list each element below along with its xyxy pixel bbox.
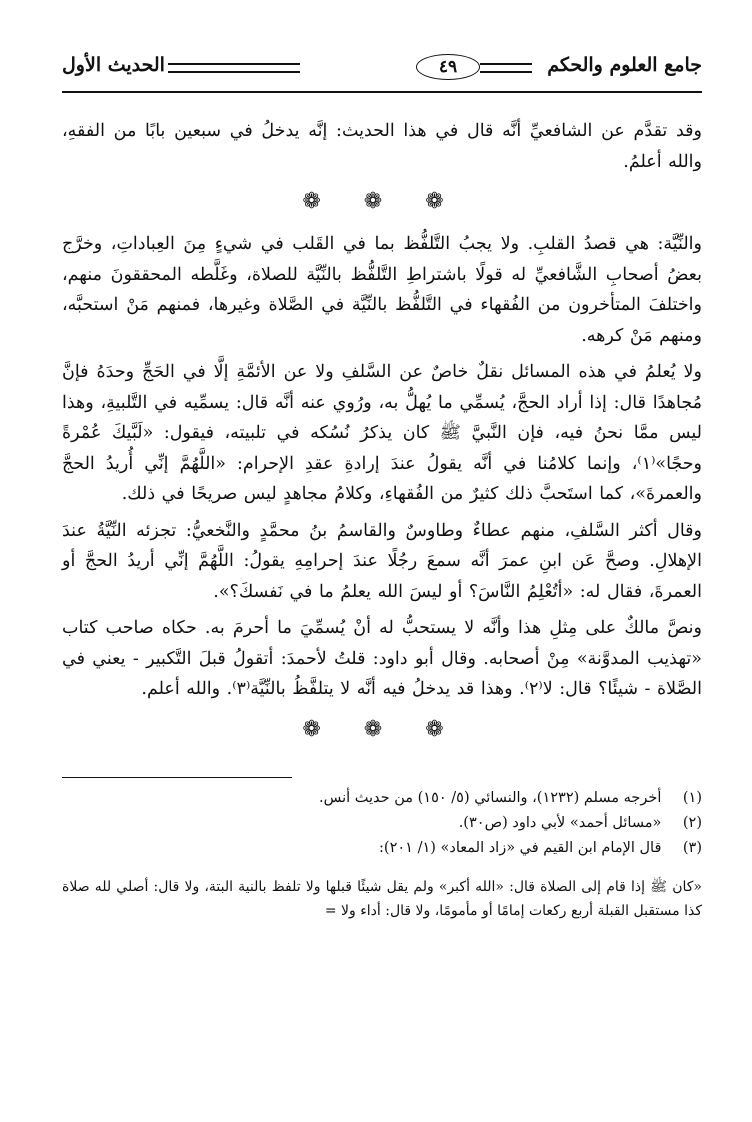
page-header	[62, 48, 702, 94]
header-double-rule	[480, 63, 532, 73]
footnote	[62, 786, 702, 811]
footnote-text: أخرجه مسلم (١٢٣٢)، والنسائي (٥/ ١٥٠) من حديث أنس.	[318, 789, 662, 806]
footnote	[62, 811, 702, 836]
footnotes	[62, 786, 702, 923]
ornament-divider: ❁ ❁ ❁	[302, 716, 462, 742]
paragraph: وقال أكثر السَّلفِ، منهم عطاءٌ وطاوسٌ والقاسمُ بنُ محمَّدٍ والنَّخعيُّ: تجزئه النِّيَّةُ عندَ الإهلالِ. وصحَّ عَن ابنِ عمرَ أنَّه سمعَ رجُلًا عندَ إحرامِهِ يقولُ: اللَّهُمَّ إنِّي أريدُ الحجَّ أو العمرةَ، فقال له: «أتُعْلِمُ النَّاسَ؟ أو ليسَ الله يعلمُ ما في نَفسكَ؟».	[62, 520, 702, 602]
book-title: جامع العلوم والحكم	[547, 54, 702, 76]
footnote-separator	[62, 777, 292, 778]
paragraph: وقد تقدَّم عن الشافعيِّ أنَّه قال في هذا الحديث: إنَّه يدخلُ في سبعين بابًا من الفقهِ، والله أعلمُ.	[62, 121, 702, 172]
book-page	[62, 48, 702, 1122]
footnote	[62, 836, 702, 861]
paragraph: والنِّيَّة: هي قصدُ القلبِ. ولا يجبُ التَّلفُّظ بما في القَلب في شيءٍ مِنَ العِباداتِ، وخرَّج بعضُ أصحابِ الشَّافعيِّ له قولًا باشتراطِ التَّلفُّظ بالنِّيَّة للصلاة، وغَلَّطه المحققونَ منهم، واختلفَ المتأخرون من الفُقهاء في التَّلفُّظ بالنِّيَّة في الصَّلاة وغيرها، فمنهم مَنْ استحبَّه، ومنهم مَنْ كرهه.	[62, 234, 702, 346]
footnote-number: (٢)	[682, 814, 702, 831]
footnote-number: (١)	[682, 789, 702, 806]
footnote-quote: «كان ﷺ إذا قام إلى الصلاة قال: «الله أكبر» ولم يقل شيئًا قبلها ولا تلفظ بالنية البتة، ولا قال: أصلي لله صلاة كذا مستقبل القبلة أربع ركعات إمامًا أو مأمومًا، ولا قال: أداء ولا =	[62, 878, 702, 919]
paragraph: ونصَّ مالكٌ على مِثلِ هذا وأنَّه لا يستحبُّ له أنْ يُسمِّيَ ما أحرمَ به. حكاه صاحب كتاب «تهذيب المدوَّنة» مِنْ أصحابه. وقال أبو داود: قلتُ لأحمدَ: أتقولُ قبلَ التَّكبير - يعني في الصَّلاة - شيئًا؟ قال: لا⁽٢⁾. وهذا قد يدخلُ فيه أنَّه لا يتلفَّظُ بالنِّيَّة⁽٣⁾. والله أعلم.	[62, 618, 702, 699]
header-rule	[62, 91, 702, 93]
page-number: ٤٩	[416, 54, 480, 80]
ornament-divider: ❁ ❁ ❁	[302, 189, 462, 214]
footnote-text: قال الإمام ابن القيم في «زاد المعاد» (١/ ٢٠١):	[379, 839, 662, 856]
footnote-number: (٣)	[682, 839, 702, 856]
section-title: الحديث الأول	[62, 54, 165, 76]
header-double-rule	[168, 63, 300, 73]
footnote-text: «مسائل أحمد» لأبي داود (ص٣٠).	[458, 814, 662, 831]
paragraph: ولا يُعلمُ في هذه المسائل نقلٌ خاصٌ عن السَّلفِ ولا عن الأئمَّةِ إلَّا في الحَجِّ وحدَهُ فإنَّ مُجاهدًا قال: إذا أراد الحجَّ، يُسمِّي ما يُهلُّ به، ورُوي عنه أنَّه قال: يسمِّيه في التَّلبيةِ، وهذا ليس ممَّا نحنُ فيه، فإن النَّبيَّ ﷺ كان يذكرُ نُسُكه في تلبيته، فيقول: «لَبَّيكَ عُمْرةً وحجًا»⁽١⁾، وإنما كلامُنا في أنَّه يقولُ عندَ إرادةِ عقدِ الإحرام: «اللَّهُمَّ إنِّي أُريدُ الحجَّ والعمرةَ»، كما استَحبَّ ذلك كثيرٌ من الفُقهاءِ، وكلامُ مجاهدٍ ليس صريحًا في ذلك.	[62, 362, 702, 504]
